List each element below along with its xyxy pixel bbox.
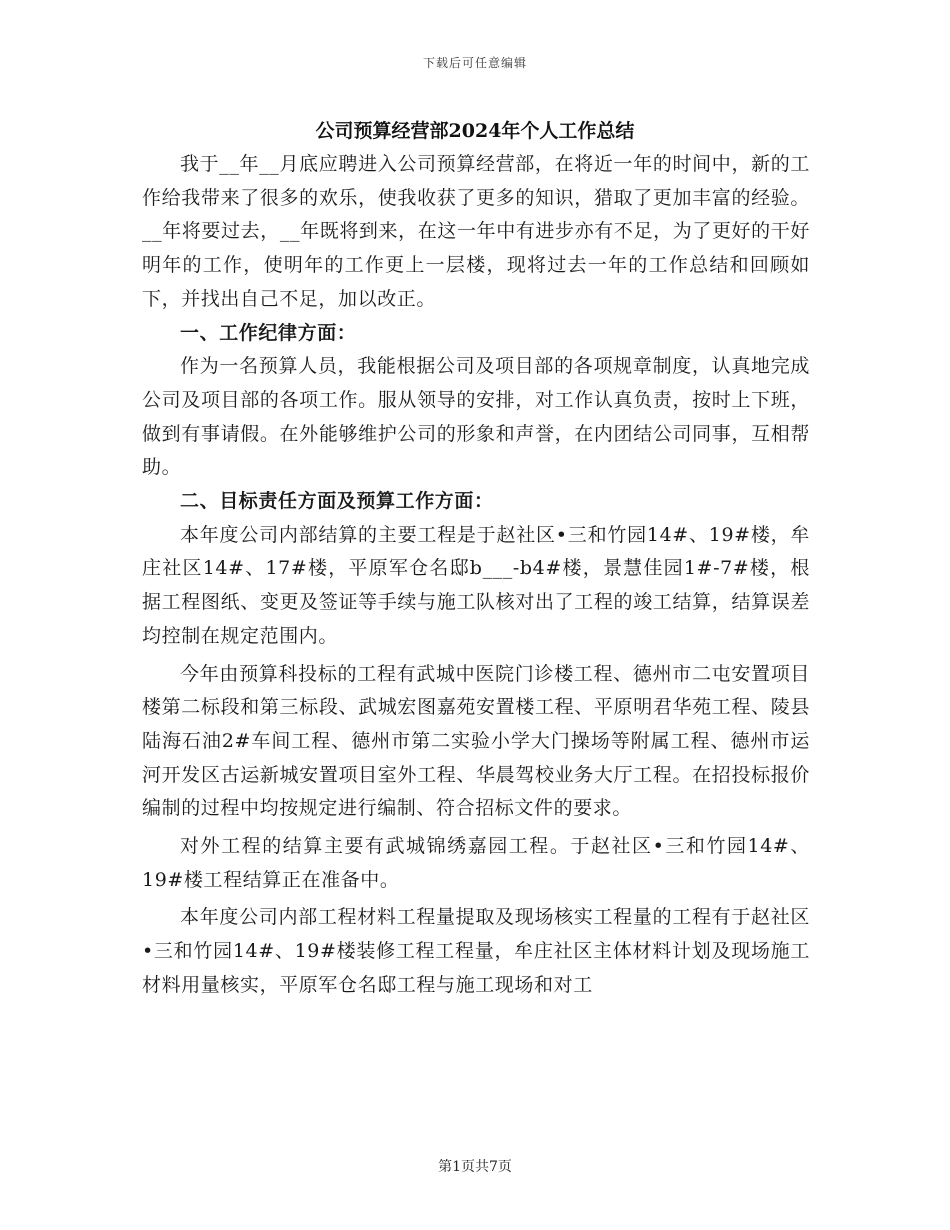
page-number: 第1页共7页	[438, 1159, 512, 1175]
section-heading-discipline: 一、工作纪律方面：	[180, 321, 357, 344]
section-heading-targets: 二、目标责任方面及预算工作方面：	[180, 490, 494, 513]
document-body	[142, 148, 810, 1003]
paragraph-discipline: 作为一名预算人员，我能根据公司及项目部的各项规章制度，认真地完成公司及项目部的各项工作。服从领导的安排，对工作认真负责，按时上下班，做到有事请假。在外能够维护公司的形象和声誉，在内团结公司同事，互相帮助。	[142, 355, 810, 479]
paragraph-materials: 本年度公司内部工程材料工程量提取及现场核实工程量的工程有于赵社区•三和竹园14#、19#楼装修工程工程量，牟庄社区主体材料计划及现场施工材料用量核实，平原军仓名邸工程与施工现场和对工	[142, 906, 810, 996]
paragraph-intro: 我于__年__月底应聘进入公司预算经营部，在将近一年的时间中，新的工作给我带来了很多的欢乐，使我收获了更多的知识，猎取了更加丰富的经验。__年将要过去，__年既将到来，在这一年中有进步亦有不足，为了更好的干好明年的工作，使明年的工作更上一层楼，现将过去一年的工作总结和回顾如下，并找出自己不足，加以改正。	[142, 153, 810, 310]
document-title: 公司预算经营部2024年个人工作总结	[315, 120, 635, 142]
paragraph-bidding: 今年由预算科投标的工程有武城中医院门诊楼工程、德州市二屯安置项目楼第二标段和第三标段、武城宏图嘉苑安置楼工程、平原明君华苑工程、陵县陆海石油2#车间工程、德州市第二实验小学大门操场等附属工程、德州市运河开发区古运新城安置项目室外工程、华晨驾校业务大厅工程。在招投标报价编制的过程中均按规定进行编制、符合招标文件的要求。	[142, 662, 810, 820]
header-note: 下载后可任意编辑	[422, 56, 527, 70]
paragraph-external-settlement: 对外工程的结算主要有武城锦绣嘉园工程。于赵社区•三和竹园14#、19#楼工程结算正在准备中。	[142, 835, 810, 891]
paragraph-internal-settlement: 本年度公司内部结算的主要工程是于赵社区•三和竹园14#、19#楼，牟庄社区14#、17#楼，平原军仓名邸b___-b4#楼，景慧佳园1#-7#楼，根据工程图纸、变更及签证等手续与施工队核对出了工程的竣工结算，结算误差均控制在规定范围内。	[142, 523, 810, 647]
